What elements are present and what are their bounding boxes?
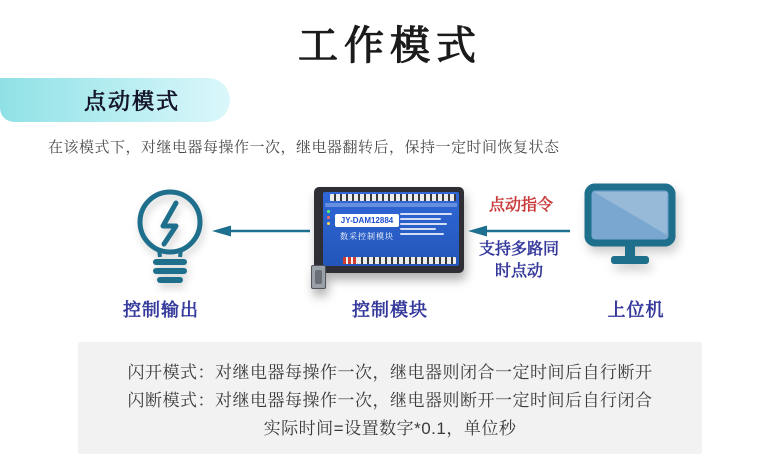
module-terminal-strip-bottom: [357, 257, 456, 264]
jog-mode-badge-label: 点动模式: [83, 88, 180, 114]
jog-mode-badge: [0, 78, 230, 122]
module-name-label: 数采控制模块: [340, 232, 394, 241]
monitor-icon: [584, 183, 676, 271]
jog-mode-diagram: [0, 175, 780, 325]
label-host-computer: 上位机: [607, 300, 665, 320]
module-power-terminals: [343, 257, 357, 264]
module-db9-connector: [311, 265, 326, 289]
jog-command-label: 点动指令: [488, 197, 553, 214]
note-line-flash-close: 闪断模式：对继电器每操作一次，继电器则断开一定时间后自行闭合: [127, 391, 653, 410]
note-line-time-formula: 实际时间=设置数字*0.1，单位秒: [263, 419, 517, 438]
note-line-flash-open: 闪开模式：对继电器每操作一次，继电器则闭合一定时间后自行断开: [127, 363, 653, 382]
module-terminal-strip-top: [330, 194, 456, 201]
module-panel: [323, 192, 459, 266]
arrow-module-to-output-icon: [210, 223, 312, 239]
control-module-illustration: [310, 187, 466, 283]
module-panel-header: [325, 203, 457, 207]
label-control-module: 控制模块: [352, 300, 428, 320]
multi-channel-note-line1: 支持多路同: [478, 241, 559, 258]
mode-note-box: [78, 342, 702, 454]
module-spec-text-lines: [400, 213, 452, 235]
module-model-label: JY-DAM12884: [335, 214, 399, 227]
multi-channel-note-line2: 时点动: [494, 263, 543, 280]
mode-description: 在该模式下，对继电器每操作一次，继电器翻转后，保持一定时间恢复状态: [48, 139, 560, 156]
page-title: 工作模式: [298, 24, 482, 68]
multi-channel-note: [458, 239, 580, 283]
label-control-output: 控制输出: [123, 300, 199, 320]
arrow-host-to-module-icon: [466, 223, 572, 239]
module-led-indicators: [327, 210, 330, 225]
lightbulb-bolt-icon: [126, 181, 216, 285]
